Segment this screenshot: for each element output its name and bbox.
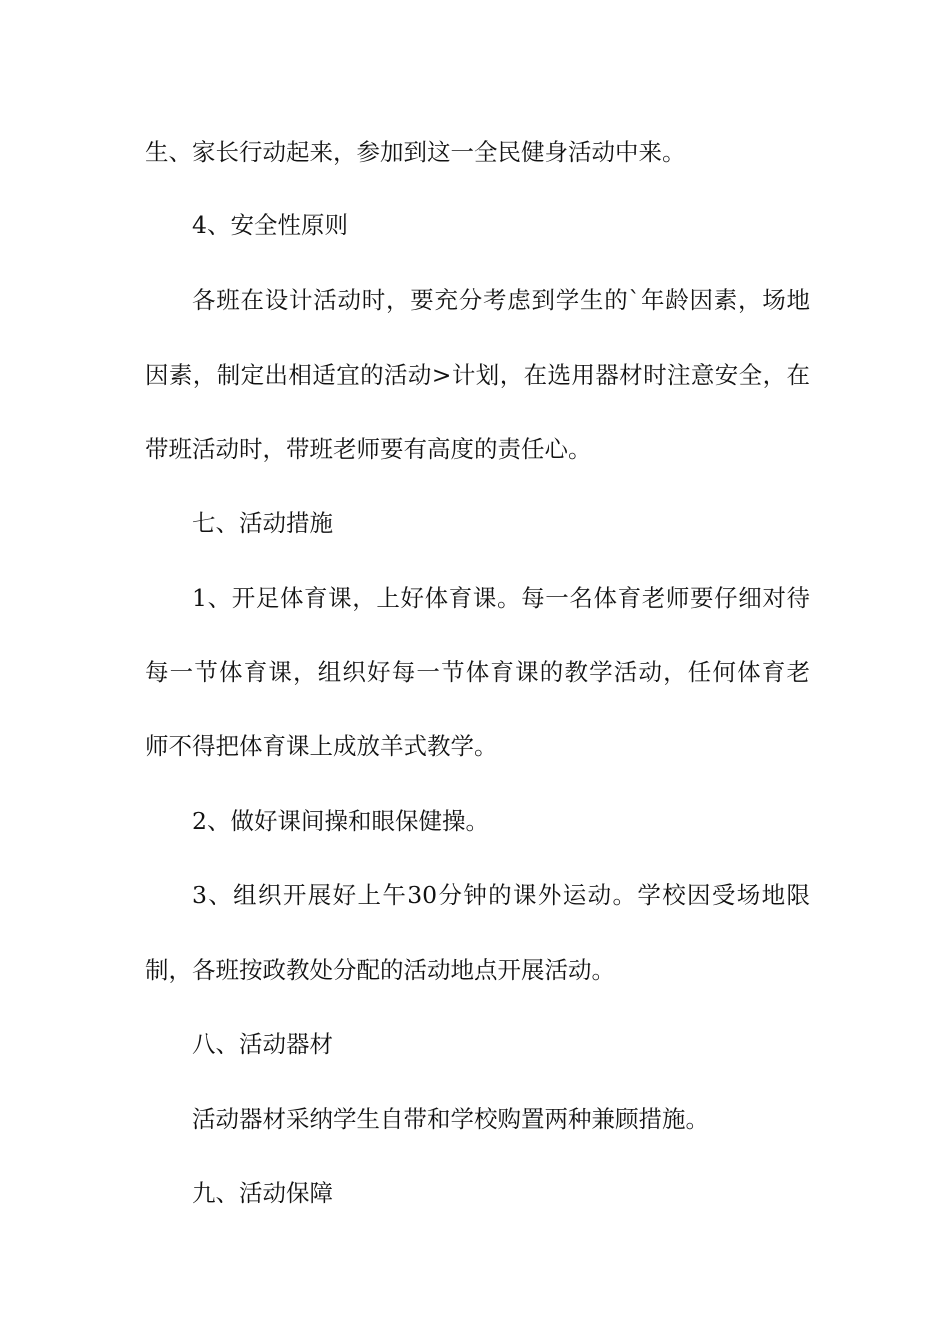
paragraph-line: 生、家长行动起来，参加到这一全民健身活动中来。 xyxy=(145,138,686,166)
section-heading: 八、活动器材 xyxy=(192,1030,333,1058)
paragraph-line: 师不得把体育课上成放羊式教学。 xyxy=(145,732,498,760)
paragraph-line: 1、开足体育课，上好体育课。每一名体育老师要仔细对待 xyxy=(192,584,810,612)
paragraph-line: 每一节体育课，组织好每一节体育课的教学活动，任何体育老 xyxy=(145,658,810,686)
section-heading: 九、活动保障 xyxy=(192,1179,333,1207)
paragraph-line: 因素，制定出相适宜的活动>计划，在选用器材时注意安全，在 xyxy=(145,361,810,389)
paragraph-line: 3、组织开展好上午30分钟的课外运动。学校因受场地限 xyxy=(192,881,810,909)
section-heading: 4、安全性原则 xyxy=(192,211,348,239)
paragraph-line: 2、做好课间操和眼保健操。 xyxy=(192,807,489,835)
paragraph-line: 带班活动时，带班老师要有高度的责任心。 xyxy=(145,435,592,463)
paragraph-line: 活动器材采纳学生自带和学校购置两种兼顾措施。 xyxy=(192,1105,709,1133)
paragraph-line: 各班在设计活动时，要充分考虑到学生的`年龄因素，场地 xyxy=(192,286,810,314)
section-heading: 七、活动措施 xyxy=(192,509,333,537)
paragraph-line: 制，各班按政教处分配的活动地点开展活动。 xyxy=(145,956,615,984)
